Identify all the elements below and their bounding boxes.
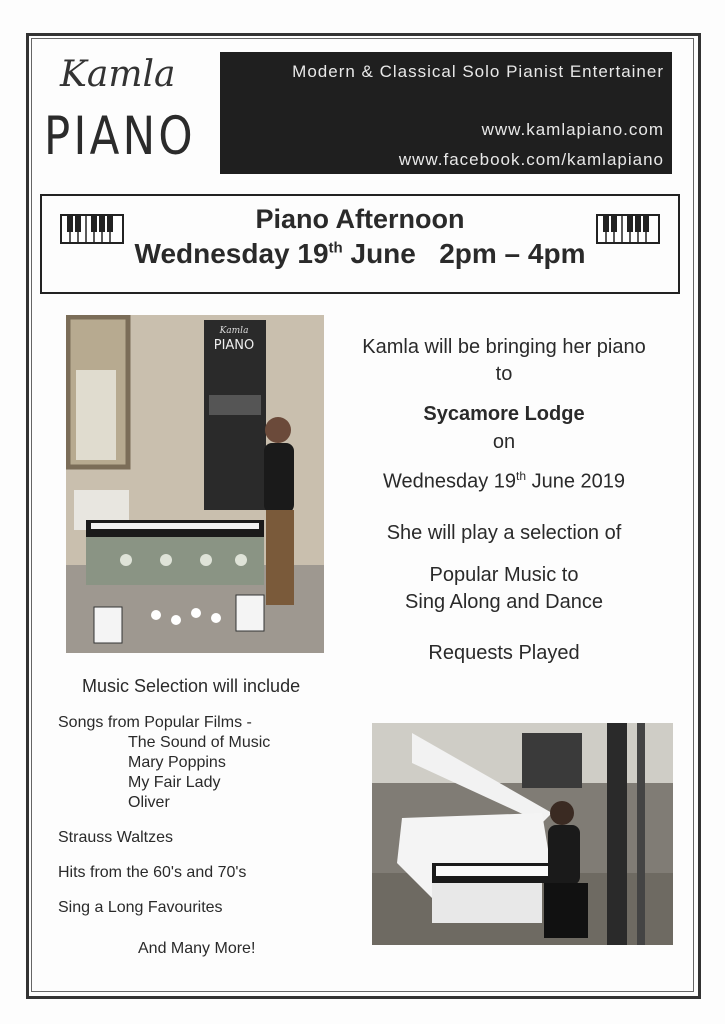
photo-pianist-keyboard: [66, 315, 324, 653]
singalong-item: Sing a Long Favourites: [58, 899, 223, 916]
photo-grand-piano: [372, 723, 673, 945]
requests-text: Requests Played: [428, 642, 580, 664]
music-line-2: Sing Along and Dance: [405, 591, 603, 613]
website-link[interactable]: www.kamlapiano.com: [481, 120, 664, 139]
banner-stand-script: Kamla: [219, 326, 249, 336]
many-more-text: And Many More!: [138, 940, 256, 957]
logo-piano-text: PIANO: [44, 106, 196, 167]
event-date-time: Wednesday 19th June 2pm – 4pm: [134, 238, 586, 269]
logo-script-text: Kamla: [60, 54, 176, 95]
music-line-1: Popular Music to: [429, 564, 579, 586]
event-title-box: [40, 194, 680, 294]
film-item: My Fair Lady: [128, 774, 221, 791]
film-item: Mary Poppins: [128, 754, 226, 771]
banner-tagline: Modern & Classical Solo Pianist Entertainer: [292, 62, 664, 81]
selection-heading: Music Selection will include: [82, 676, 301, 696]
intro-to: to: [495, 363, 513, 385]
event-date: Wednesday 19th June 2019: [382, 469, 626, 493]
banner-stand-word: PIANO: [213, 338, 255, 353]
intro-line: Kamla will be bringing her piano: [362, 336, 646, 358]
film-item: The Sound of Music: [128, 734, 271, 751]
play-selection-text: She will play a selection of: [386, 522, 622, 544]
facebook-link[interactable]: www.facebook.com/kamlapiano: [398, 150, 664, 169]
strauss-item: Strauss Waltzes: [58, 829, 173, 846]
event-title: Piano Afternoon: [255, 204, 465, 234]
venue-name: Sycamore Lodge: [423, 403, 585, 425]
film-item: Oliver: [128, 794, 170, 811]
hits-item: Hits from the 60's and 70's: [58, 864, 247, 881]
header-banner: [220, 52, 672, 174]
venue-on: on: [492, 431, 516, 453]
piano-keys-icon: [596, 214, 660, 244]
films-heading: Songs from Popular Films -: [58, 714, 252, 731]
